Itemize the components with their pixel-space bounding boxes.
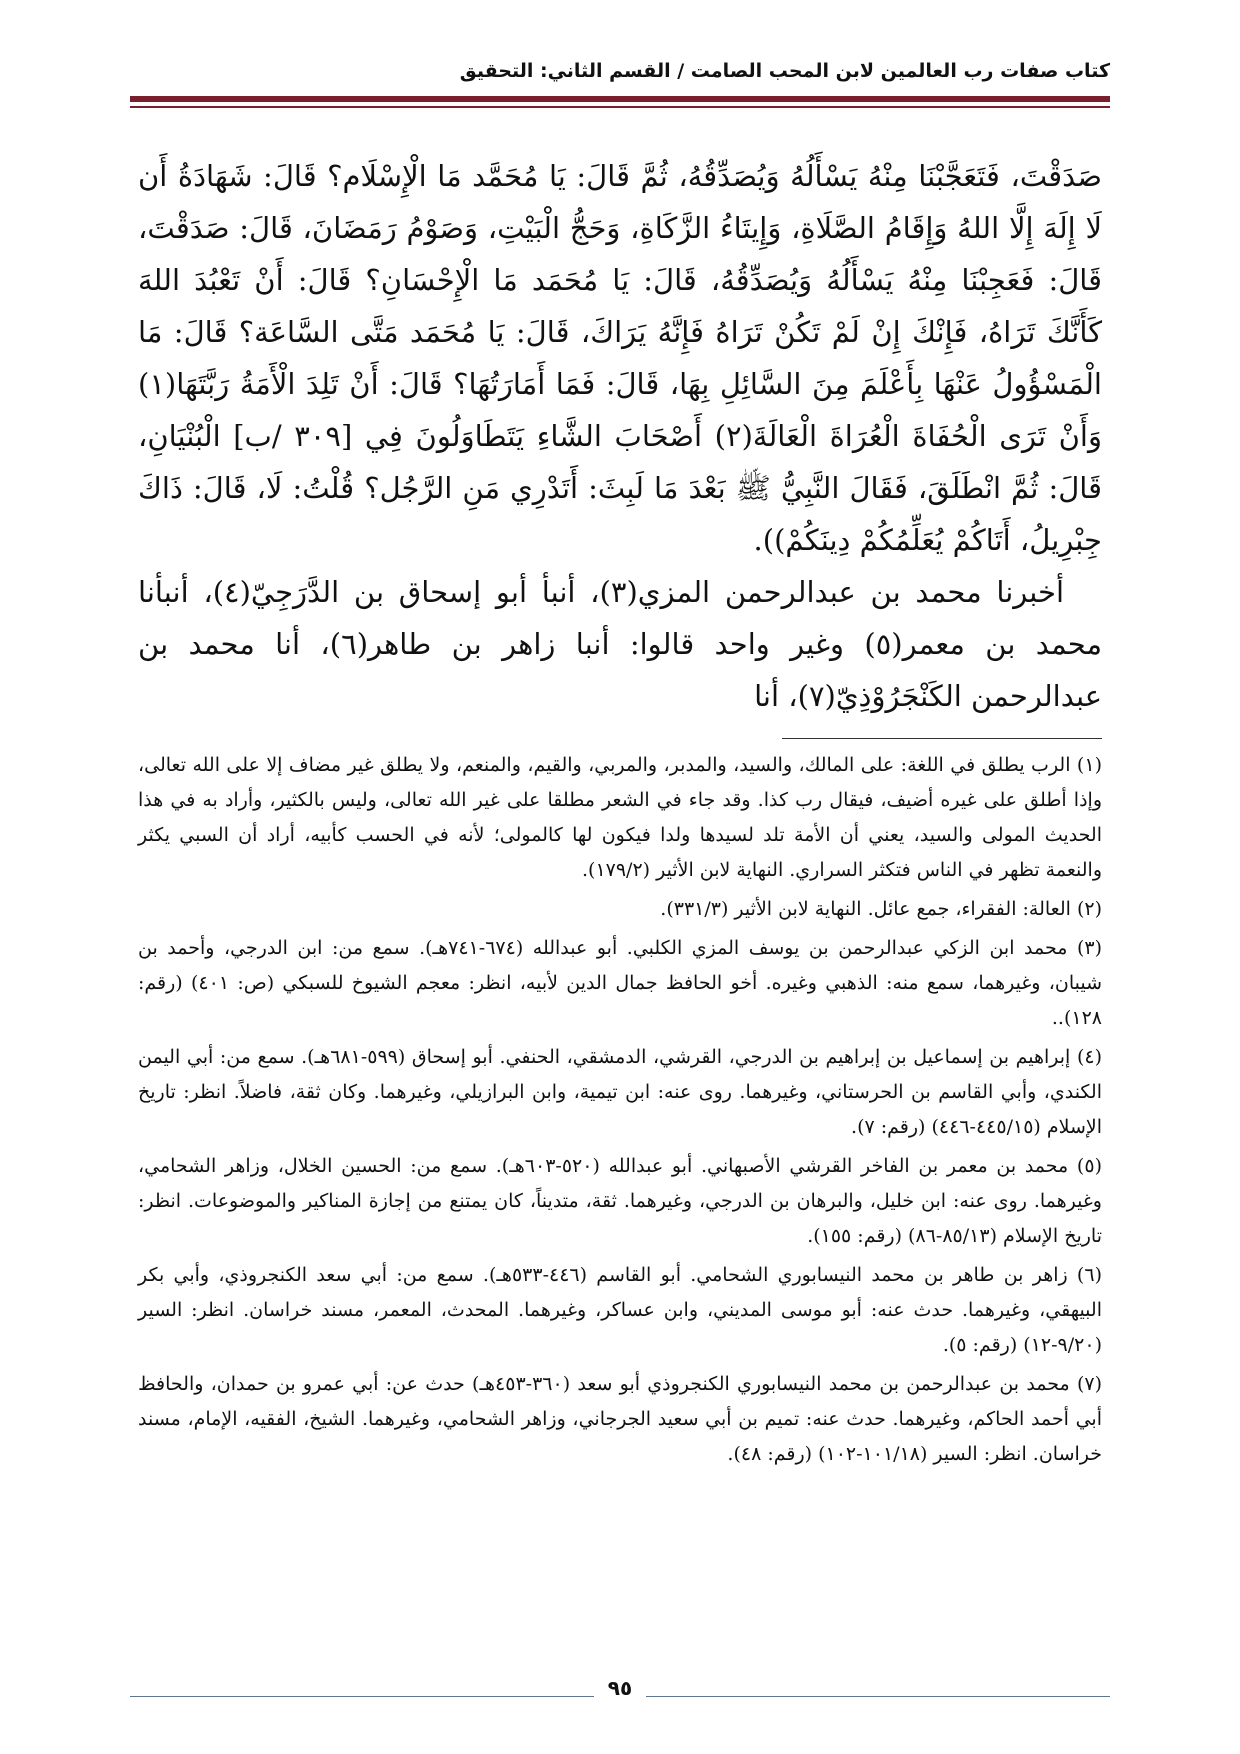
footnote-6: (٦) زاهر بن طاهر بن محمد النيسابوري الشحامي. أبو القاسم (٤٤٦-٥٣٣هـ). سمع من: أبي سعد الكنجروذي، وأبي بكر البيهقي، وغيرهما. حدث عنه: أبو موسى المديني، وابن عساكر، وغيرهما. المحدث، المعمر، مسند خراسان. انظر: السير (٩/٢٠-١٢) (رقم: ٥). — [138, 1264, 1102, 1356]
footnote-5: (٥) محمد بن معمر بن الفاخر القرشي الأصبهاني. أبو عبدالله (٥٢٠-٦٠٣هـ). سمع من: الحسين الخلال، وزاهر الشحامي، وغيرهما. روى عنه: ابن خليل، والبرهان بن الدرجي، وغيرهما. ثقة، متديناً، كان يمتنع من إجازة المناكير والموضوعات. انظر: تاريخ الإسلام (٨٥/١٣-٨٦) (رقم: ١٥٥). — [138, 1155, 1102, 1247]
main-text — [138, 150, 1102, 722]
main-paragraph-2: أخبرنا محمد بن عبدالرحمن المزي(٣)، أنبأ أبو إسحاق بن الدَّرَجِيّ(٤)، أنبأنا محمد بن معمر(٥) وغير واحد قالوا: أنبا زاهر بن طاهر(٦)، أنا محمد بن عبدالرحمن الكَنْجَرُوْذِيّ(٧)، أنا — [138, 575, 1103, 713]
header-rule-thin — [130, 106, 1110, 108]
page-number — [0, 1676, 1240, 1700]
running-header: كتاب صفات رب العالمين لابن المحب الصامت / القسم الثاني: التحقيق — [459, 60, 1110, 82]
footnote-3: (٣) محمد ابن الزكي عبدالرحمن بن يوسف المزي الكلبي. أبو عبدالله (٦٧٤-٧٤١هـ). سمع من: ابن الدرجي، وأحمد بن شيبان، وغيرهما، سمع منه: الذهبي وغيره. أخو الحافظ جمال الدين لأبيه، انظر: معجم الشيوخ للسبكي (ص: ٤٠١) (رقم: ١٢٨).. — [138, 937, 1103, 1029]
footnote-4: (٤) إبراهيم بن إسماعيل بن إبراهيم بن الدرجي، القرشي، الدمشقي، الحنفي. أبو إسحاق (٥٩٩-٦٨١هـ). سمع من: أبي اليمن الكندي، وأبي القاسم بن الحرستاني، وغيرهما. روى عنه: ابن تيمية، وابن البرازيلي، وغيرهما. وكان ثقة، فاضلاً. انظر: تاريخ الإسلام (٤٤٥/١٥-٤٤٦) (رقم: ٧). — [138, 1046, 1102, 1138]
footnote-1: (١) الرب يطلق في اللغة: على المالك، والسيد، والمدبر، والمربي، والقيم، والمنعم، ولا يطلق غير مضاف إلا على الله تعالى، وإذا أطلق على غيره أضيف، فيقال رب كذا. وقد جاء في الشعر مطلقا على غير الله تعالى، وليس بالكثير، وأراد به في هذا الحديث المولى والسيد، يعني أن الأمة تلد لسيدها ولدا فيكون لها كالمولى؛ لأنه في الحسب كأبيه، أراد أن السبي يكثر والنعمة تظهر في الناس فتكثر السراري. النهاية لابن الأثير (١٧٩/٢). — [138, 754, 1102, 881]
footnote-separator — [782, 738, 1102, 739]
header-rule-thick — [130, 96, 1110, 102]
footnote-7: (٧) محمد بن عبدالرحمن بن محمد النيسابوري الكنجروذي أبو سعد (٣٦٠-٤٥٣هـ) حدث عن: أبي عمرو بن حمدان، والحافظ أبي أحمد الحاكم، وغيرهما. حدث عنه: تميم بن أبي سعيد الجرجاني، وزاهر الشحامي، وغيرهما. الشيخ، الفقيه، الإمام، مسند خراسان. انظر: السير (١٠١/١٨-١٠٢) (رقم: ٤٨). — [138, 1373, 1102, 1465]
main-paragraph-1: صَدَقْتَ، فَتَعَجَّبْنَا مِنْهُ يَسْأَلُهُ وَيُصَدِّقُهُ، ثُمَّ قَالَ: يَا مُحَمَّد مَا الْإِسْلَام؟ قَالَ: شَهَادَةُ أَن لَا إِلَهَ إِلَّا اللهُ وَإِقَامُ الصَّلَاةِ، وَإِيتَاءُ الزَّكَاةِ، وَحَجُّ الْبَيْتِ، وَصَوْمُ رَمَضَانَ، قَالَ: صَدَقْتَ، قَالَ: فَعَجِبْنَا مِنْهُ يَسْأَلُهُ وَيُصَدِّقُهُ، قَالَ: يَا مُحَمَد مَا الْإِحْسَانِ؟ قَالَ: أَنْ تَعْبُدَ اللهَ كَأَنَّكَ تَرَاهُ، فَإِنْكَ إِنْ لَمْ تَكُنْ تَرَاهُ فَإِنَّهُ يَرَاكَ، قَالَ: يَا مُحَمَد مَتَّى السَّاعَة؟ قَالَ: مَا الْمَسْؤُولُ عَنْهَا بِأَعْلَمَ مِنَ السَّائِلِ بِهَا، قَالَ: فَمَا أَمَارَتُهَا؟ قَالَ: أَنْ تَلِدَ الْأَمَةُ رَبَّتَهَا(١) وَأَنْ تَرَى الْحُفَاةَ الْعُرَاةَ الْعَالَةَ(٢) أَصْحَابَ الشَّاءِ يَتَطَاوَلُونَ فِي [٣٠٩ /ب] الْبُنْيَانِ، قَالَ: ثُمَّ انْطَلَقَ، فَقَالَ النَّبِيُّ ﷺ بَعْدَ مَا لَبِثَ: أَتَدْرِي مَنِ الرَّجُل؟ قُلْتُ: لَا، قَالَ: ذَاكَ جِبْرِيلُ، أَتَاكُمْ يُعَلِّمُكُمْ دِينَكُمْ)). — [138, 159, 1102, 557]
footnote-2: (٢) العالة: الفقراء، جمع عائل. النهاية لابن الأثير (٣٣١/٣). — [660, 898, 1102, 920]
page-number-text: ٩٥ — [594, 1676, 646, 1700]
footnotes — [138, 748, 1102, 1476]
